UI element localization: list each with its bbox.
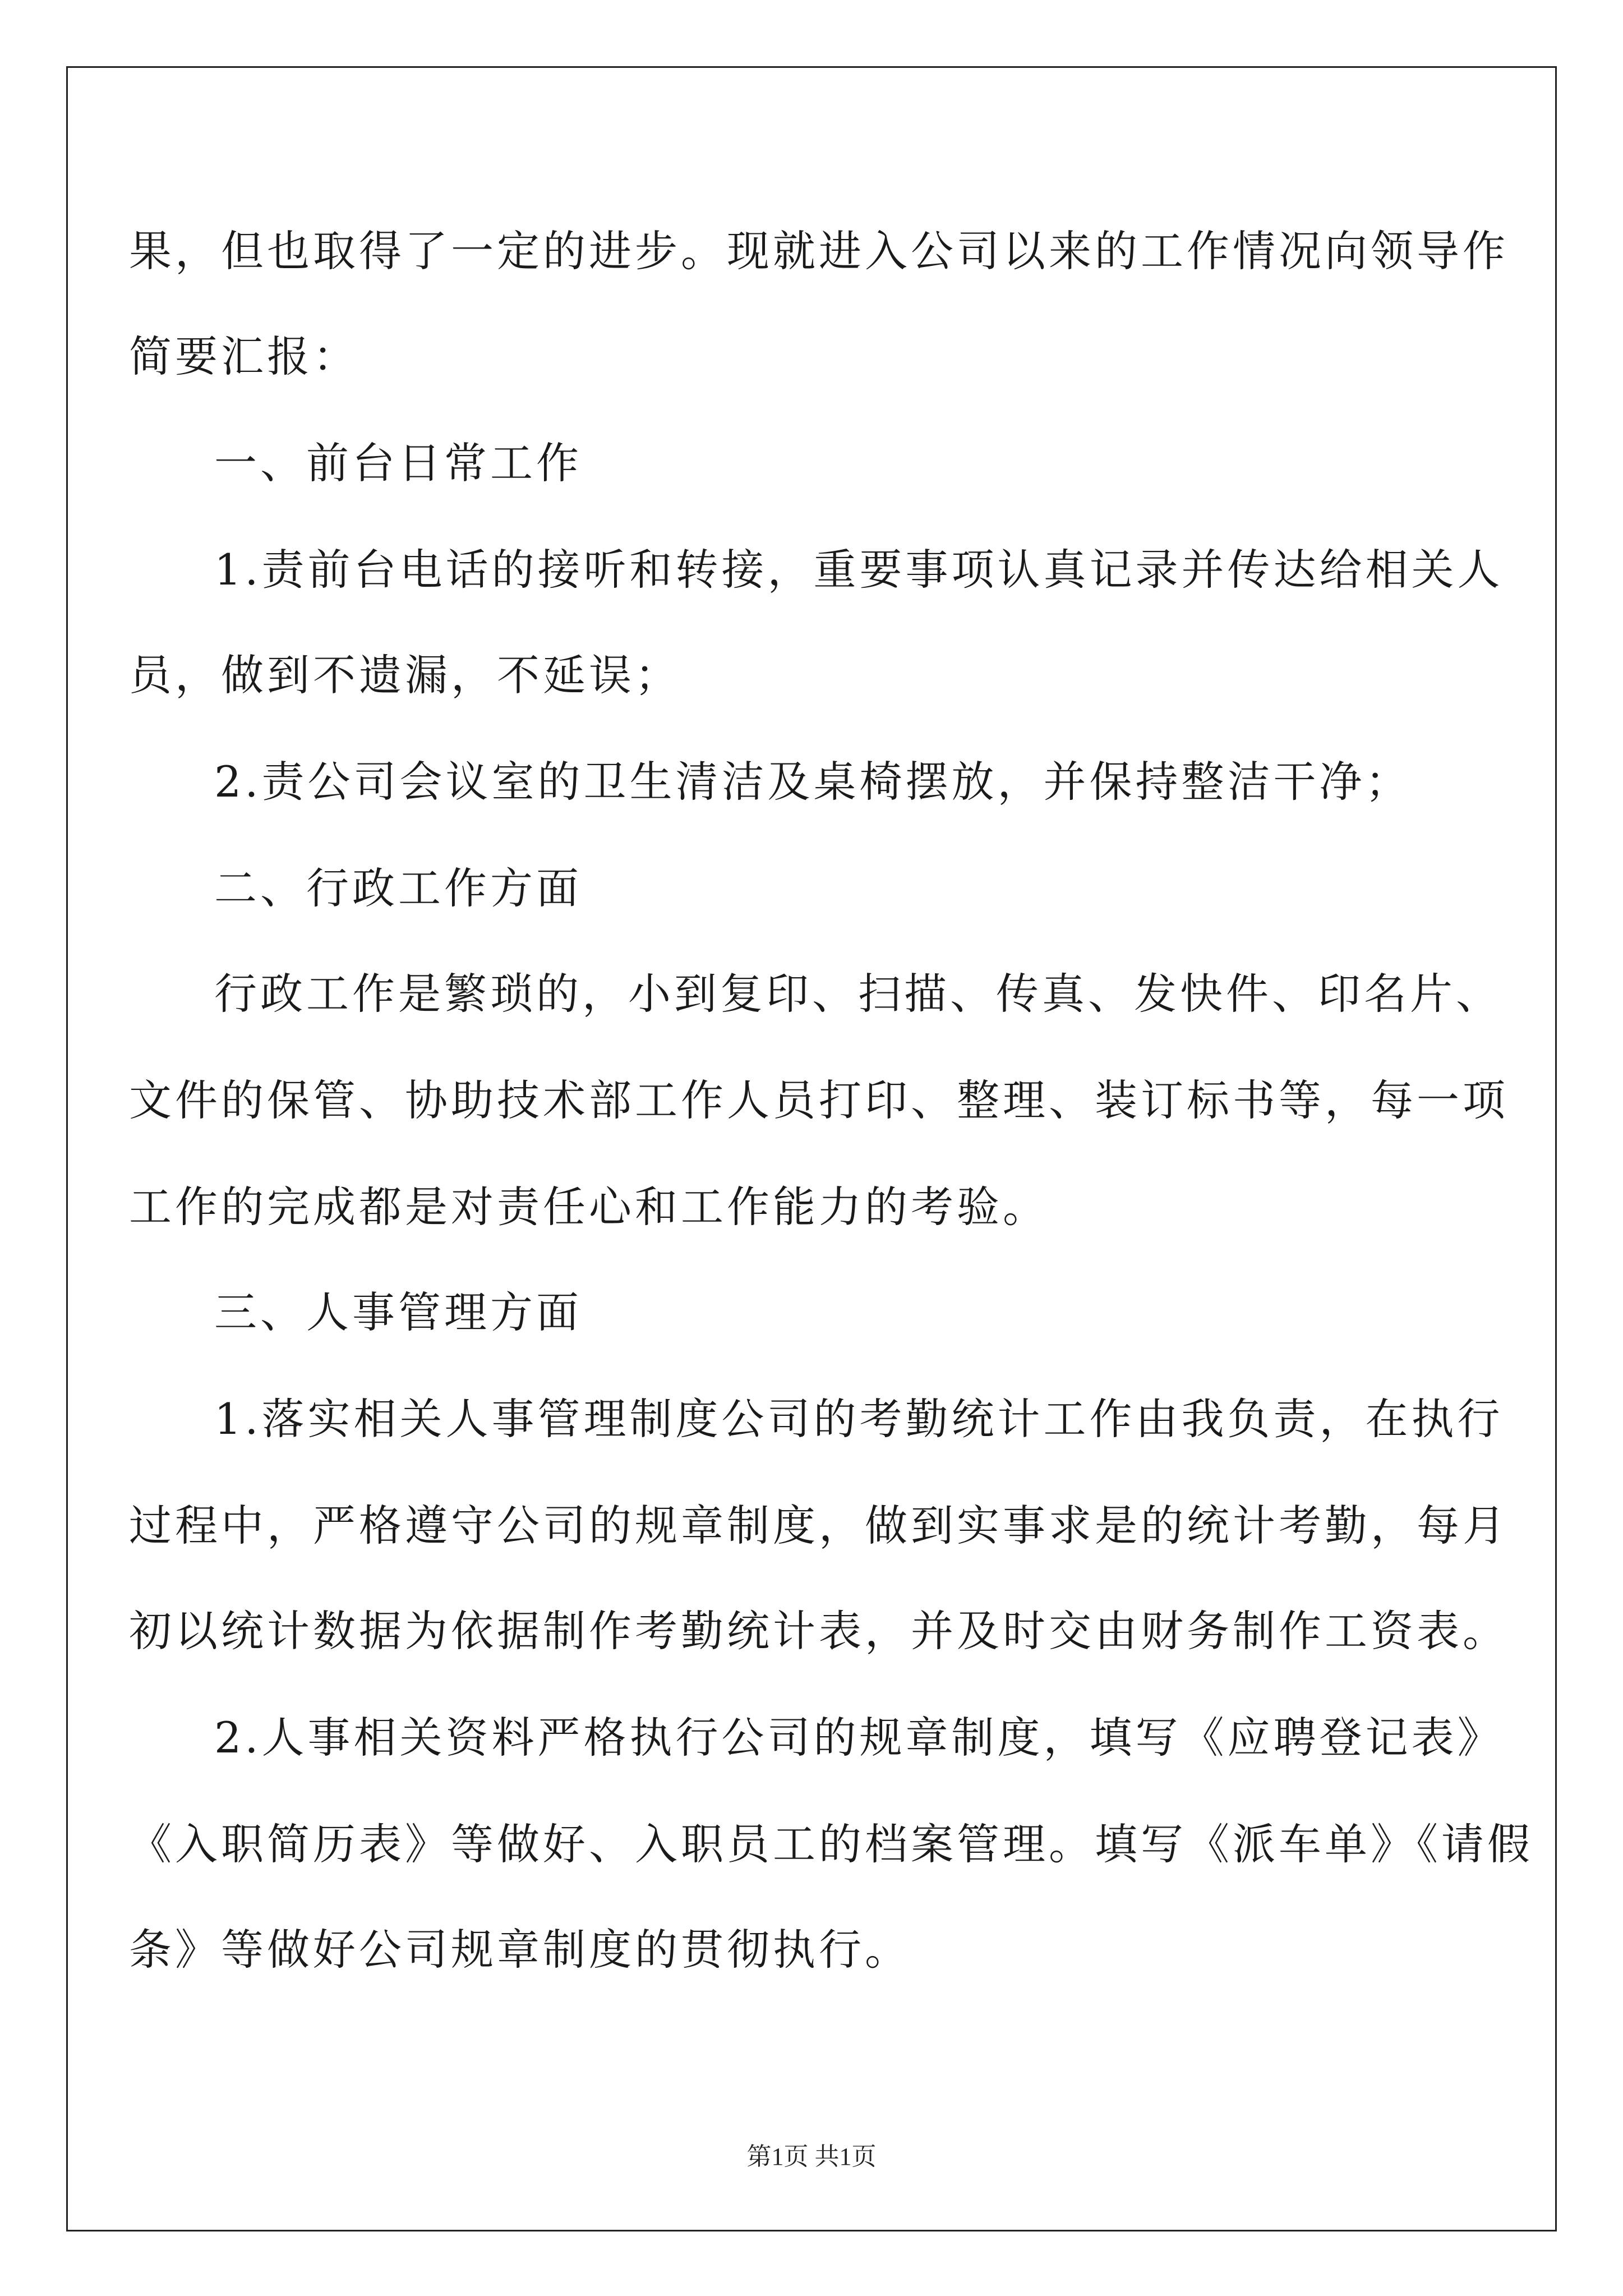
page-border (66, 66, 1557, 2231)
paragraph-line: 员，做到不遗漏，不延误； (129, 650, 681, 700)
paragraph-line: 2.责公司会议室的卫生清洁及桌椅摆放，并保持整洁干净； (214, 757, 1412, 807)
paragraph-line: 1.责前台电话的接听和转接，重要事项认真记录并传达给相关人 (214, 545, 1504, 595)
paragraph-line: 2.人事相关资料严格执行公司的规章制度，填写《应聘登记表》 (214, 1713, 1504, 1763)
paragraph-line: 工作的完成都是对责任心和工作能力的考验。 (129, 1182, 1049, 1232)
section-heading: 一、前台日常工作 (214, 438, 582, 488)
paragraph-line: 文件的保管、协助技术部工作人员打印、整理、装订标书等，每一项 (129, 1075, 1509, 1125)
paragraph-line: 《入职简历表》等做好、入职员工的档案管理。填写《派车单》《请假 (129, 1819, 1533, 1869)
paragraph-line: 行政工作是繁琐的，小到复印、扫描、传真、发快件、印名片、 (214, 969, 1502, 1019)
paragraph-line: 果，但也取得了一定的进步。现就进入公司以来的工作情况向领导作 (129, 226, 1509, 276)
paragraph-line: 过程中，严格遵守公司的规章制度，做到实事求是的统计考勤，每月 (129, 1501, 1509, 1550)
paragraph-line: 简要汇报： (129, 332, 359, 381)
paragraph-line: 初以统计数据为依据制作考勤统计表，并及时交由财务制作工资表。 (129, 1606, 1509, 1656)
paragraph-line: 条》等做好公司规章制度的贯彻执行。 (129, 1925, 911, 1975)
section-heading: 二、行政工作方面 (214, 863, 582, 913)
section-heading: 三、人事管理方面 (214, 1287, 582, 1337)
page-footer: 第1页 共1页 (746, 2143, 877, 2170)
paragraph-line: 1.落实相关人事管理制度公司的考勤统计工作由我负责，在执行 (214, 1394, 1504, 1444)
